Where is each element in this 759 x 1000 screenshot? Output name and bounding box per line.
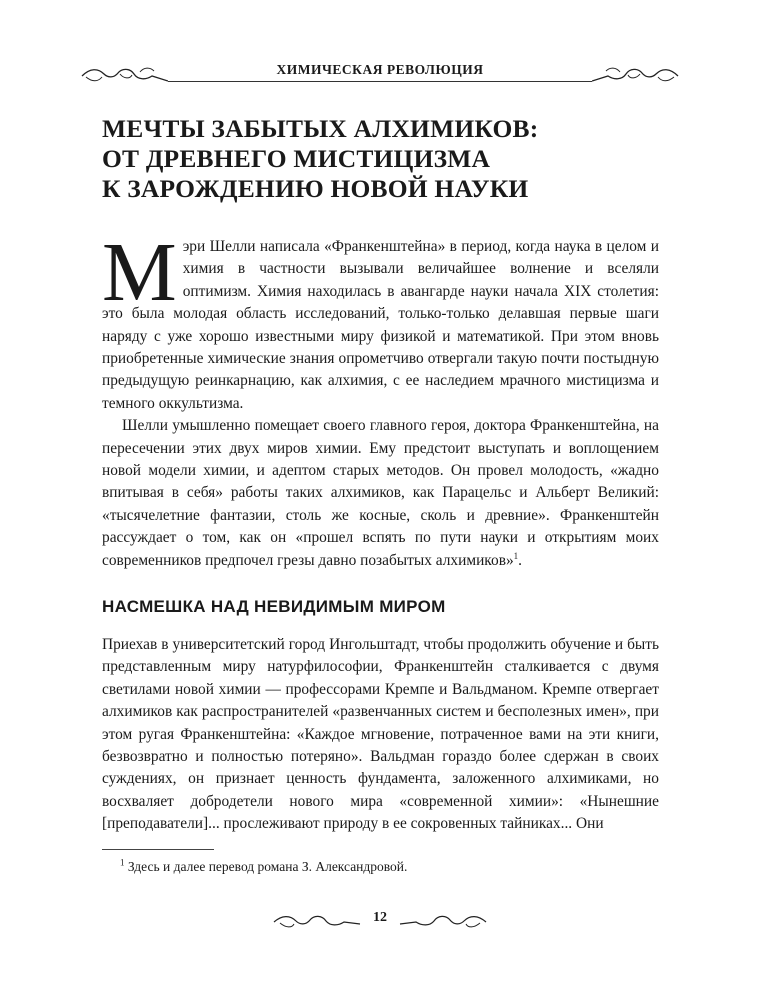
section-intro <box>102 226 659 572</box>
paragraph-text: эри Шелли написала «Франкенштейна» в период, когда наука в целом и химия в частности вызывали величайшее волнение и вселяли оптимизм. Химия находилась в авангарде науки начала XIX столетия: это была молодая область исследований, только-только делавшая первые шаги наряду с уже хорошо известными миру физикой и математикой. При этом вновь приобретенные химические знания опрометчиво отвергали такую почти постыдную предыдущую реинкарнацию, как алхимия, с ее наследием мрачного мистицизма и темного оккультизма. <box>102 238 659 412</box>
flourish-ornament-icon <box>398 912 488 932</box>
footnote-text: Здесь и далее перевод романа З. Александровой. <box>127 859 408 874</box>
header-rule <box>168 81 592 82</box>
chapter-title <box>102 114 662 204</box>
page-number: 12 <box>373 910 387 925</box>
footnote-reference[interactable]: 1 <box>513 550 519 561</box>
drop-cap: М <box>102 226 177 319</box>
footnote-divider <box>102 849 214 850</box>
paragraph <box>102 415 659 572</box>
running-title: ХИМИЧЕСКАЯ РЕВОЛЮЦИЯ <box>276 62 484 77</box>
page-footer <box>272 910 488 934</box>
footnote <box>120 859 660 875</box>
footnote-number: 1 <box>120 857 125 868</box>
paragraph-end: . <box>518 551 523 569</box>
paragraph-text: Шелли умышленно помещает своего главного героя, доктора Франкенштейна, на пересечении этих двух миров химии. Ему предстоит выступать и воплощением новой модели химии, и адептом старых методов. Он провел молодость, «жадно впитывая в себя» работы таких алхимиков, как Парацельс и Альберт Великий: «тысячелетние фантазии, столь же косные, сколь и древние». Франкенштейн рассуждает о том, как он «прошел вспять по пути науки и открытиям моих современников предпочел грезы давно позабытых алхимиков» <box>102 417 659 569</box>
section-body <box>102 634 659 836</box>
chapter-title-line: ОТ ДРЕВНЕГО МИСТИЦИЗМА <box>102 144 491 173</box>
paragraph <box>102 634 659 836</box>
paragraph <box>102 226 659 415</box>
section-heading: НАСМЕШКА НАД НЕВИДИМЫМ МИРОМ <box>102 597 446 616</box>
flourish-ornament-icon <box>592 64 680 86</box>
paragraph-text: Приехав в университетский город Ингольштадт, чтобы продолжить обучение и быть представленным миру натурфилософии, Франкенштейн сталкивается с двумя светилами новой химии — профессорами Кремпе и Вальдманом. Кремпе отвергает алхимиков как распространителей «развенчанных систем и бесполезных имен», при этом ругая Франкенштейна: «Каждое мгновение, потраченное вами на эти книги, безвозвратно и полностью потеряно». Вальдман гораздо более сдержан в своих суждениях, он признает ценность фундамента, заложенного алхимиками, но восхваляет добродетели нового мира «современной химии»: «Нынешние [преподаватели]... прослеживают природу в ее сокровенных тайниках... Они <box>102 636 659 833</box>
chapter-title-line: К ЗАРОЖДЕНИЮ НОВОЙ НАУКИ <box>102 174 529 203</box>
chapter-title-line: МЕЧТЫ ЗАБЫТЫХ АЛХИМИКОВ: <box>102 114 539 143</box>
running-header <box>80 62 680 88</box>
